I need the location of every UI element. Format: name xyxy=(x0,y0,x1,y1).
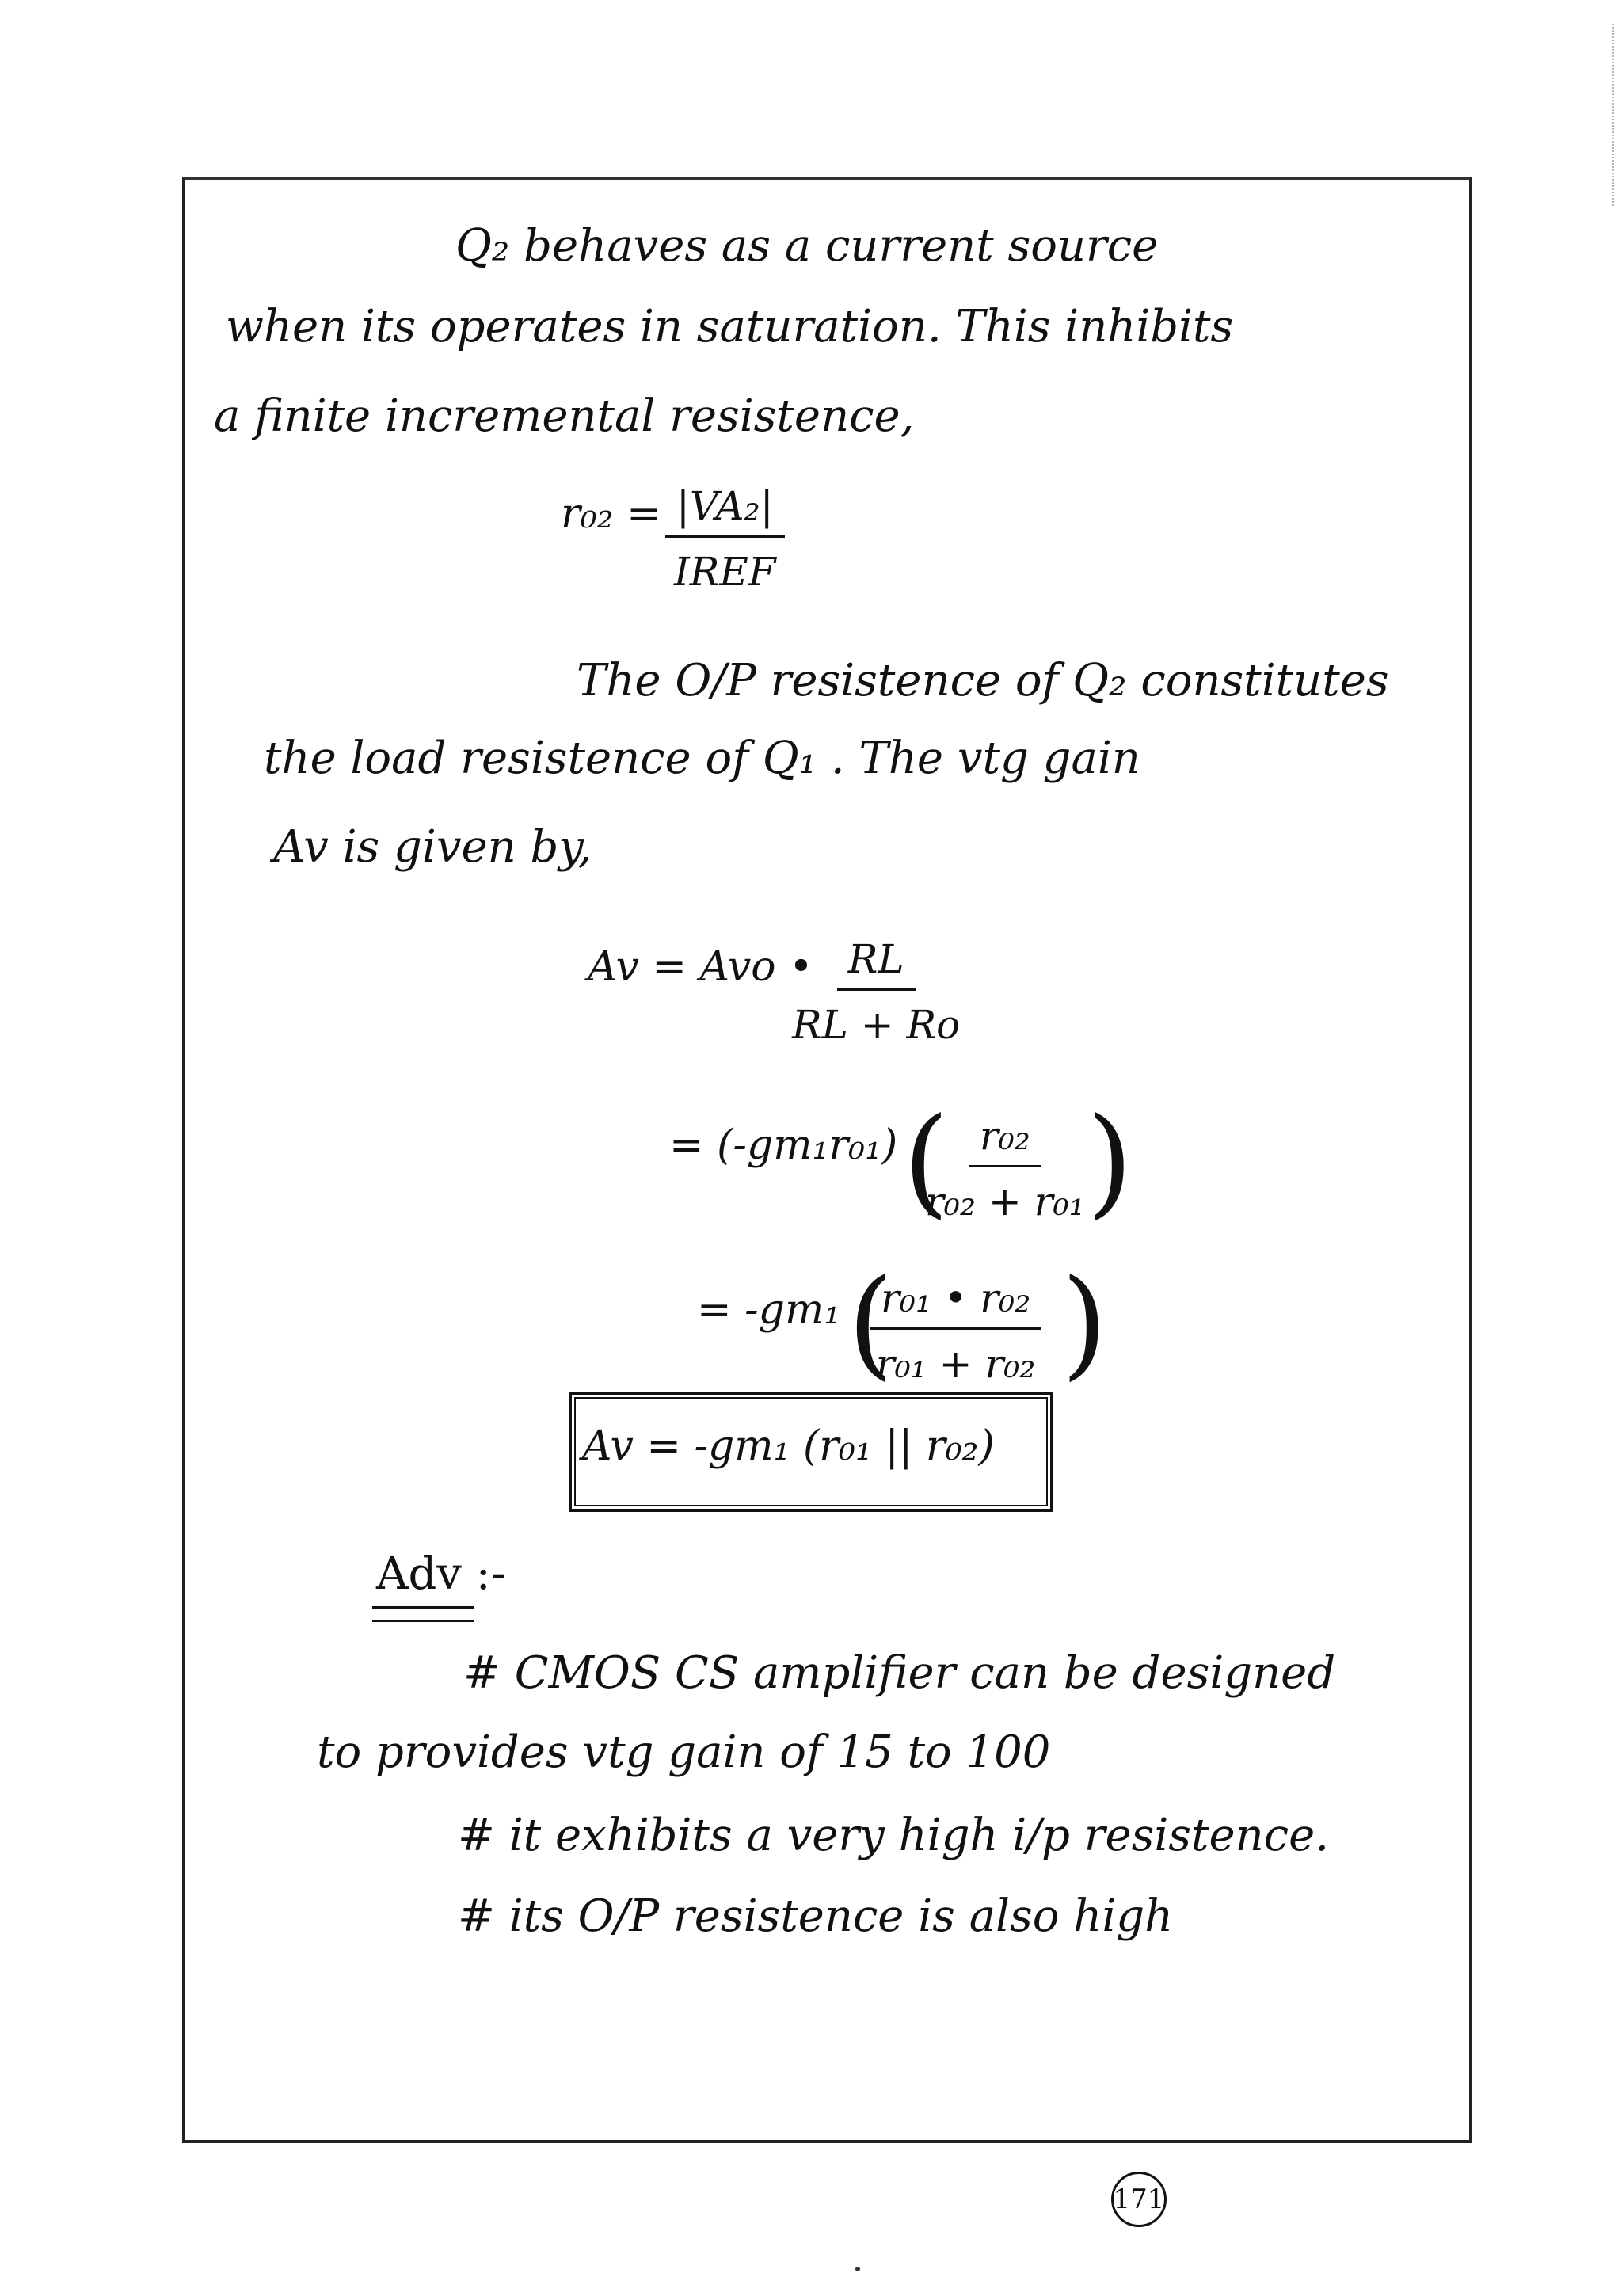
eq2-denominator: RL + Ro xyxy=(792,1002,961,1048)
eq2-numerator: RL xyxy=(837,936,916,991)
adv-underline xyxy=(372,1606,474,1622)
eq4-numerator: r₀₁ • r₀₂ xyxy=(870,1275,1041,1330)
adv-bullet-1-line-1: # CMOS CS amplifier can be designed xyxy=(463,1647,1336,1699)
eq3-denominator: r₀₂ + r₀₁ xyxy=(925,1178,1085,1224)
para2-line-1: The O/P resistence of Q₂ constitutes xyxy=(577,655,1389,706)
text-line-3: a finite incremental resistence, xyxy=(214,390,915,442)
eq4-right-paren: ) xyxy=(1061,1255,1108,1392)
adv-bullet-2: # it exhibits a very high i/p resistence. xyxy=(458,1810,1330,1861)
adv-bullet-3: # its O/P resistence is also high xyxy=(458,1890,1174,1942)
eq4-fraction xyxy=(870,1275,1041,1387)
eq4-lhs: = -gm₁ xyxy=(697,1286,841,1334)
scan-dot xyxy=(855,2267,860,2271)
adv-heading: Adv :- xyxy=(376,1548,506,1600)
result-equation: Av = -gm₁ (r₀₁ || r₀₂) xyxy=(582,1422,995,1470)
eq1-denominator: IREF xyxy=(673,549,776,595)
eq3-right-paren: ) xyxy=(1087,1093,1133,1231)
eq2-lhs: Av = Avo • xyxy=(588,943,813,991)
scan-edge-marks xyxy=(1612,24,1617,206)
eq4-denominator: r₀₁ + r₀₂ xyxy=(875,1341,1036,1387)
eq1-fraction xyxy=(665,483,785,595)
text-line-2: when its operates in saturation. This inhibits xyxy=(226,301,1234,352)
eq3-lhs: = (-gm₁r₀₁) xyxy=(669,1121,898,1169)
eq2-fraction xyxy=(792,936,960,1048)
para2-line-3: Av is given by, xyxy=(273,821,592,873)
page-number: 171 xyxy=(1111,2172,1167,2227)
para2-line-2: the load resistence of Q₁ . The vtg gain xyxy=(264,733,1140,784)
eq3-fraction xyxy=(925,1113,1085,1224)
adv-bullet-1-line-2: to provides vtg gain of 15 to 100 xyxy=(317,1727,1051,1778)
eq3-left-paren: ( xyxy=(903,1093,950,1231)
text-line-1: Q₂ behaves as a current source xyxy=(455,220,1159,272)
eq4-left-paren: ( xyxy=(847,1255,894,1392)
eq1-lhs: r₀₂ = xyxy=(561,490,661,538)
eq1-numerator: |VA₂| xyxy=(665,483,785,538)
eq3-numerator: r₀₂ xyxy=(969,1113,1041,1167)
